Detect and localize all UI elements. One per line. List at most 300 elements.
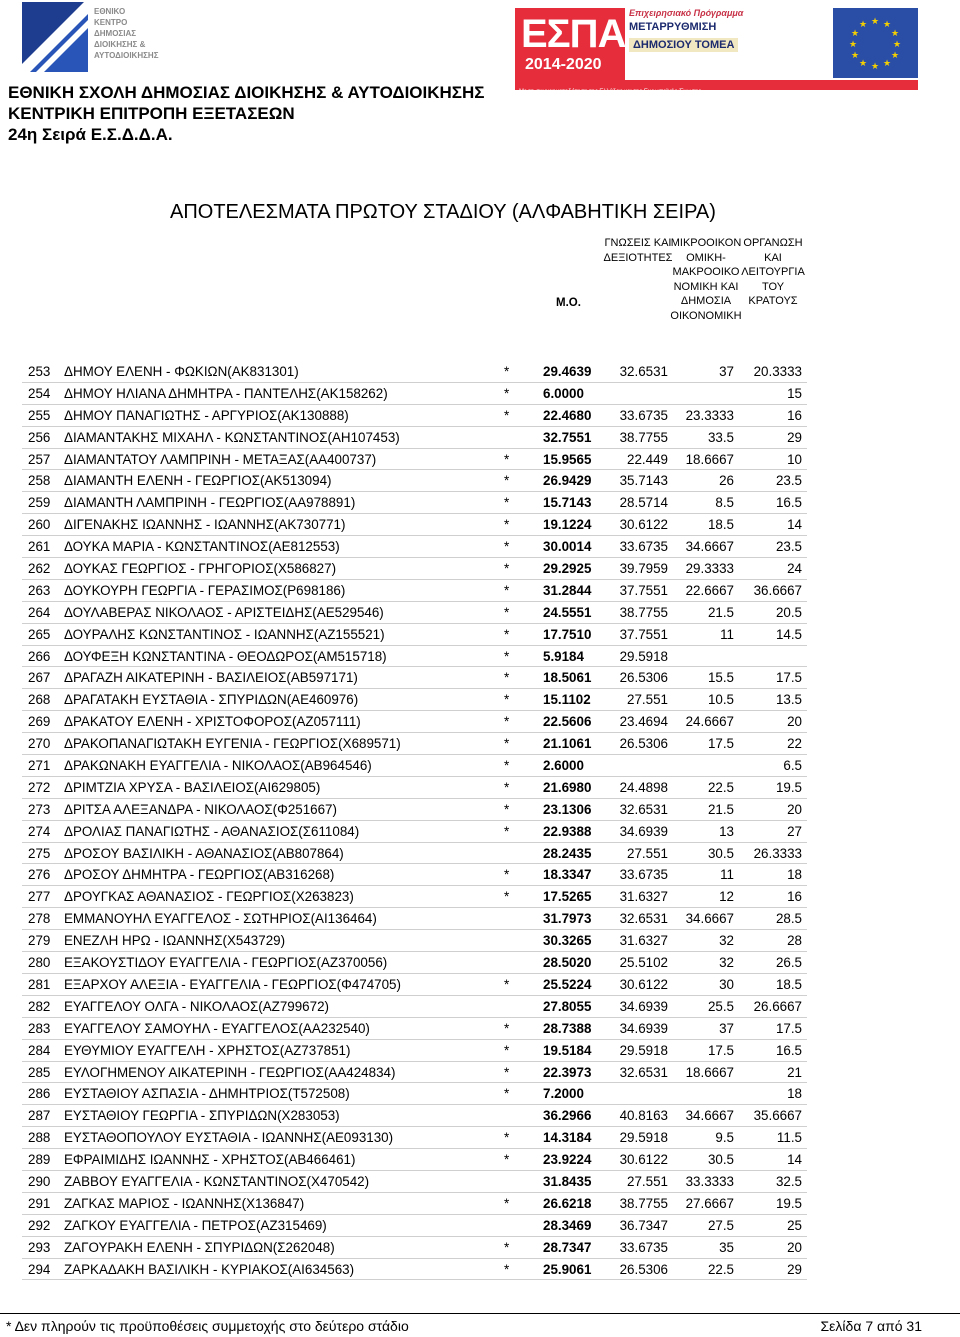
- row-number: 289: [28, 1152, 51, 1168]
- score-knowledge: 32.6531: [619, 364, 668, 379]
- score-economics: 30.5: [707, 1152, 734, 1168]
- row-number: 269: [28, 714, 51, 730]
- score-organization: 20: [787, 714, 802, 730]
- score-economics: 22.5: [707, 1261, 734, 1277]
- row-number: 279: [28, 933, 51, 949]
- candidate-name: ΔΟΥΛΑΒΕΡΑΣ ΝΙΚΟΛΑΟΣ - ΑΡΙΣΤΕΙΔΗΣ(ΑΕ529546): [64, 604, 384, 620]
- row-number: 278: [28, 911, 51, 927]
- score-organization: 19.5: [775, 1195, 802, 1211]
- average-score: 2.6000: [543, 758, 584, 774]
- row-number: 273: [28, 801, 51, 817]
- score-knowledge: 29.5918: [619, 648, 668, 664]
- score-organization: 29: [787, 1261, 802, 1277]
- score-economics: 12: [719, 889, 734, 905]
- average-score: 17.7510: [543, 626, 592, 642]
- average-score: 28.3469: [543, 1217, 592, 1233]
- score-knowledge: 34.6939: [619, 1020, 668, 1036]
- score-organization: 17.5: [775, 670, 802, 686]
- score-economics: 37: [719, 364, 734, 379]
- table-row: [22, 733, 807, 755]
- programme-sector: ΔΗΜΟΣΙΟΥ ΤΟΜΕΑ: [629, 38, 738, 52]
- logo-text-line: ΕΘΝΙΚΟ: [94, 7, 126, 16]
- logo-text-line: ΑΥΤΟΔΙΟΙΚΗΣΗΣ: [94, 51, 159, 60]
- table-row: [22, 886, 807, 908]
- candidate-name: ΕΥΘΥΜΙΟΥ ΕΥΑΓΓΕΛΗ - ΧΡΗΣΤΟΣ(ΑΖ737851): [64, 1042, 351, 1058]
- score-economics: 30.5: [707, 845, 734, 861]
- table-row: [22, 1149, 807, 1171]
- table-row: [22, 1171, 807, 1193]
- candidate-name: ΔΡΟΣΟΥ ΒΑΣΙΛΙΚΗ - ΑΘΑΝΑΣΙΟΣ(ΑΒ807864): [64, 845, 344, 861]
- score-organization: 20.3333: [753, 364, 802, 379]
- table-row: [22, 405, 807, 427]
- ineligible-mark: *: [504, 539, 510, 555]
- row-number: 267: [28, 670, 51, 686]
- candidate-name: ΔΟΥΡΑΛΗΣ ΚΩΝΣΤΑΝΤΙΝΟΣ - ΙΩΑΝΝΗΣ(ΑΖ155521): [64, 626, 385, 642]
- row-number: 265: [28, 626, 51, 642]
- score-knowledge: 39.7959: [619, 561, 668, 577]
- average-score: 31.7973: [543, 911, 592, 927]
- score-organization: 36.6667: [753, 582, 802, 598]
- ineligible-mark: *: [504, 692, 510, 708]
- row-number: 255: [28, 407, 51, 423]
- table-row: [22, 1237, 807, 1259]
- score-knowledge: 34.6939: [619, 823, 668, 839]
- ineligible-mark: *: [504, 714, 510, 730]
- score-organization: 16.5: [775, 495, 802, 511]
- score-organization: 18: [787, 867, 802, 883]
- espa-title: ΕΣΠΑ: [521, 12, 626, 56]
- column-header-line: ΚΑΙ: [764, 251, 782, 264]
- table-row: [22, 536, 807, 558]
- score-economics: 11: [720, 626, 734, 642]
- score-knowledge: 34.6939: [619, 998, 668, 1014]
- programme-label: Επιχειρησιακό Πρόγραμμα: [629, 8, 744, 18]
- column-header-line: ΔΗΜΟΣΙΑ: [680, 295, 732, 307]
- candidate-name: ΕΥΣΤΑΘΙΟΥ ΑΣΠΑΣΙΑ - ΔΗΜΗΤΡΙΟΣ(Τ572508): [64, 1086, 350, 1102]
- column-header-line: ΔΕΞΙΟΤΗΤΕΣ: [603, 251, 673, 264]
- score-organization: 20: [787, 801, 802, 817]
- column-header-organization: [740, 236, 806, 309]
- candidate-name: ΕΜΜΑΝΟΥΗΛ ΕΥΑΓΓΕΛΟΣ - ΣΩΤΗΡΙΟΣ(ΑΙ136464): [64, 911, 377, 927]
- score-knowledge: 40.8163: [619, 1108, 668, 1124]
- ineligible-mark: *: [504, 1064, 510, 1080]
- score-knowledge: 38.7755: [619, 604, 668, 620]
- score-economics: 11: [720, 867, 734, 883]
- table-row: [22, 514, 807, 536]
- school-name: ΕΘΝΙΚΗ ΣΧΟΛΗ ΔΗΜΟΣΙΑΣ ΔΙΟΙΚΗΣΗΣ & ΑΥΤΟΔΙΟΙΚΗΣΗΣ: [8, 83, 485, 102]
- score-organization: 17.5: [775, 1020, 802, 1036]
- ineligible-mark: *: [504, 867, 510, 883]
- average-score: 27.8055: [543, 998, 592, 1014]
- table-row: [22, 952, 807, 974]
- score-knowledge: 27.551: [627, 845, 668, 861]
- candidate-name: ΖΑΒΒΟΥ ΕΥΑΓΓΕΛΙΑ - ΚΩΝΣΤΑΝΤΙΝΟΣ(Χ470542): [64, 1173, 370, 1189]
- score-economics: 29.3333: [685, 561, 734, 577]
- score-economics: 23.3333: [685, 407, 734, 423]
- score-organization: 14.5: [775, 626, 802, 642]
- ineligible-mark: *: [504, 670, 510, 686]
- page-number: Σελίδα 7 από 31: [820, 1318, 922, 1334]
- espa-banner: [515, 8, 918, 95]
- candidate-name: ΖΑΓΚΑΣ ΜΑΡΙΟΣ - ΙΩΑΝΝΗΣ(Χ136847): [64, 1195, 305, 1211]
- average-score: 25.5224: [543, 976, 592, 992]
- row-number: 256: [28, 429, 51, 445]
- row-number: 272: [28, 779, 51, 795]
- score-economics: 26: [719, 473, 734, 489]
- row-number: 254: [28, 385, 51, 401]
- column-header-line: ΛΕΙΤΟΥΡΓΙΑ: [741, 266, 805, 278]
- svg-text:★: ★: [892, 40, 902, 50]
- score-organization: 16.5: [775, 1042, 802, 1058]
- svg-text:★: ★: [890, 29, 900, 39]
- average-score: 23.9224: [543, 1152, 592, 1168]
- row-number: 268: [28, 692, 51, 708]
- score-economics: 27.6667: [685, 1195, 734, 1211]
- average-score: 19.1224: [543, 517, 592, 533]
- score-economics: 34.6667: [685, 539, 734, 555]
- column-header-line: ΤΟΥ: [761, 280, 785, 293]
- score-organization: 14: [787, 1152, 802, 1168]
- row-number: 275: [28, 845, 51, 861]
- table-row: [22, 361, 807, 383]
- average-score: 26.6218: [543, 1195, 592, 1211]
- score-economics: 22.5: [707, 779, 734, 795]
- logo-text: [94, 6, 159, 61]
- column-header-line: ΟΙΚΟΝΟΜΙΚΗ: [670, 309, 742, 322]
- score-knowledge: 31.6327: [619, 889, 668, 905]
- score-economics: 25.5: [707, 998, 734, 1014]
- table-row: [22, 821, 807, 843]
- candidate-name: ΔΙΑΜΑΝΤΗ ΕΛΕΝΗ - ΓΕΩΡΓΙΟΣ(ΑΚ513094): [64, 473, 332, 489]
- ineligible-mark: *: [504, 779, 510, 795]
- average-score: 21.1061: [543, 736, 592, 752]
- score-knowledge: 33.6735: [619, 1239, 668, 1255]
- programme-logo: [629, 8, 825, 78]
- score-economics: 34.6667: [685, 1108, 734, 1124]
- table-row: [22, 1018, 807, 1040]
- table-row: [22, 755, 807, 777]
- score-economics: 34.6667: [685, 911, 734, 927]
- score-knowledge: 30.6122: [619, 1152, 668, 1168]
- table-row: [22, 1105, 807, 1127]
- score-organization: 16: [787, 407, 802, 423]
- score-economics: 18.6667: [685, 451, 734, 467]
- score-economics: 10.5: [707, 692, 734, 708]
- candidate-name: ΔΡΙΜΤΖΙΑ ΧΡΥΣΑ - ΒΑΣΙΛΕΙΟΣ(ΑΙ629805): [64, 779, 321, 795]
- table-row: [22, 602, 807, 624]
- candidate-name: ΔΡΟΛΙΑΣ ΠΑΝΑΓΙΩΤΗΣ - ΑΘΑΝΑΣΙΟΣ(Σ611084): [64, 823, 360, 839]
- score-organization: 25: [787, 1217, 802, 1233]
- table-row: [22, 1062, 807, 1084]
- candidate-name: ΔΙΑΜΑΝΤΗ ΛΑΜΠΡΙΝΗ - ΓΕΩΡΓΙΟΣ(ΑΑ978891): [64, 495, 356, 511]
- candidate-name: ΔΙΓΕΝΑΚΗΣ ΙΩΑΝΝΗΣ - ΙΩΑΝΝΗΣ(ΑΚ730771): [64, 517, 346, 533]
- score-knowledge: 22.449: [627, 451, 668, 467]
- row-number: 270: [28, 736, 51, 752]
- average-score: 19.5184: [543, 1042, 592, 1058]
- score-organization: 21: [787, 1064, 802, 1080]
- ineligible-mark: *: [504, 1261, 510, 1277]
- ineligible-mark: *: [504, 364, 510, 379]
- column-header-line: ΟΜΙΚΗ-: [686, 251, 726, 264]
- score-knowledge: 36.7347: [619, 1217, 668, 1233]
- average-score: 22.9388: [543, 823, 592, 839]
- score-knowledge: 26.5306: [619, 670, 668, 686]
- candidate-name: ΖΑΓΚΟΥ ΕΥΑΓΓΕΛΙΑ - ΠΕΤΡΟΣ(ΑΖ315469): [64, 1217, 327, 1233]
- logo-text-line: ΔΙΟΙΚΗΣΗΣ &: [94, 40, 146, 49]
- ineligible-mark: *: [504, 582, 510, 598]
- ineligible-mark: *: [504, 473, 510, 489]
- svg-text:★: ★: [882, 59, 892, 69]
- candidate-name: ΕΥΛΟΓΗΜΕΝΟΥ ΑΙΚΑΤΕΡΙΝΗ - ΓΕΩΡΓΙΟΣ(ΑΑ424834): [64, 1064, 396, 1080]
- score-organization: 24: [787, 561, 802, 577]
- score-organization: 27: [787, 823, 802, 839]
- candidate-name: ΔΗΜΟΥ ΠΑΝΑΓΙΩΤΗΣ - ΑΡΓΥΡΙΟΣ(ΑΚ130888): [64, 407, 349, 423]
- table-row: [22, 1215, 807, 1237]
- table-row: [22, 799, 807, 821]
- score-knowledge: 23.4694: [619, 714, 668, 730]
- score-knowledge: 29.5918: [619, 1042, 668, 1058]
- table-row: [22, 711, 807, 733]
- score-knowledge: 38.7755: [619, 429, 668, 445]
- ineligible-mark: *: [504, 758, 510, 774]
- candidate-name: ΕΞΑΚΟΥΣΤΙΔΟΥ ΕΥΑΓΓΕΛΙΑ - ΓΕΩΡΓΙΟΣ(ΑΖ370056): [64, 955, 388, 971]
- score-economics: 37: [719, 1020, 734, 1036]
- table-row: [22, 1040, 807, 1062]
- cofunding-text: Με τη συγχρηματοδότηση της Ελλάδας και της Ευρωπαϊκής Ένωσης: [519, 89, 702, 95]
- candidate-name: ΔΟΥΦΕΞΗ ΚΩΝΣΤΑΝΤΙΝΑ - ΘΕΟΔΩΡΟΣ(ΑΜ515718): [64, 648, 387, 664]
- svg-text:★: ★: [882, 20, 892, 30]
- score-knowledge: 37.7551: [619, 582, 668, 598]
- svg-text:★: ★: [848, 40, 858, 50]
- ineligible-mark: *: [504, 451, 510, 467]
- table-row: [22, 908, 807, 930]
- score-organization: 23.5: [775, 473, 802, 489]
- eskdda-logo: [22, 2, 182, 78]
- ineligible-mark: *: [504, 1239, 510, 1255]
- candidate-name: ΕΥΑΓΓΕΛΟΥ ΣΑΜΟΥΗΛ - ΕΥΑΓΓΕΛΟΣ(ΑΑ232540): [64, 1020, 370, 1036]
- average-score: 14.3184: [543, 1130, 592, 1146]
- ineligible-mark: *: [504, 517, 510, 533]
- table-row: [22, 777, 807, 799]
- score-organization: 23.5: [775, 539, 802, 555]
- candidate-name: ΔΙΑΜΑΝΤΑΤΟΥ ΛΑΜΠΡΙΝΗ - ΜΕΤΑΞΑΣ(ΑΑ400737): [64, 451, 377, 467]
- row-number: 294: [28, 1261, 51, 1277]
- ineligible-mark: *: [504, 801, 510, 817]
- score-organization: 15: [787, 385, 802, 401]
- average-score: 21.6980: [543, 779, 592, 795]
- score-knowledge: 26.5306: [619, 1261, 668, 1277]
- row-number: 282: [28, 998, 51, 1014]
- ineligible-mark: *: [504, 1042, 510, 1058]
- svg-text:★: ★: [850, 29, 860, 39]
- table-row: [22, 470, 807, 492]
- row-number: 262: [28, 561, 51, 577]
- ineligible-mark: *: [504, 407, 510, 423]
- score-economics: 21.5: [707, 604, 734, 620]
- eskdda-emblem-icon: [22, 2, 88, 76]
- results-table: [22, 361, 807, 1280]
- score-organization: 6.5: [783, 758, 802, 774]
- average-score: 6.0000: [543, 385, 584, 401]
- cofunding-stripe: [515, 80, 918, 95]
- candidate-name: ΔΟΥΚΟΥΡΗ ΓΕΩΡΓΙΑ - ΓΕΡΑΣΙΜΟΣ(Ρ698186): [64, 582, 346, 598]
- row-number: 291: [28, 1195, 51, 1211]
- candidate-name: ΕΥΣΤΑΘΟΠΟΥΛΟΥ ΕΥΣΤΑΘΙΑ - ΙΩΑΝΝΗΣ(ΑΕ093130): [64, 1130, 394, 1146]
- table-row: [22, 1259, 807, 1281]
- row-number: 263: [28, 582, 51, 598]
- programme-name: ΜΕΤΑΡΡΥΘΜΙΣΗ: [629, 21, 717, 33]
- candidate-name: ΔΡΑΓΑΖΗ ΑΙΚΑΤΕΡΙΝΗ - ΒΑΣΙΛΕΙΟΣ(ΑΒ597171): [64, 670, 358, 686]
- score-knowledge: 32.6531: [619, 801, 668, 817]
- candidate-name: ΔΡΟΣΟΥ ΔΗΜΗΤΡΑ - ΓΕΩΡΓΙΟΣ(ΑΒ316268): [64, 867, 335, 883]
- average-score: 32.7551: [543, 429, 592, 445]
- svg-text:★: ★: [850, 51, 860, 61]
- svg-text:★: ★: [870, 62, 880, 72]
- score-knowledge: 38.7755: [619, 1195, 668, 1211]
- score-economics: 35: [719, 1239, 734, 1255]
- row-number: 288: [28, 1130, 51, 1146]
- score-knowledge: 25.5102: [619, 955, 668, 971]
- average-score: 28.5020: [543, 955, 592, 971]
- candidate-name: ΔΡΙΤΣΑ ΑΛΕΞΑΝΔΡΑ - ΝΙΚΟΛΑΟΣ(Φ251667): [64, 801, 337, 817]
- ineligible-mark: *: [504, 648, 510, 664]
- average-score: 31.8435: [543, 1173, 592, 1189]
- average-score: 30.3265: [543, 933, 592, 949]
- score-organization: 20.5: [775, 604, 802, 620]
- svg-text:★: ★: [858, 20, 868, 30]
- score-organization: 11.5: [776, 1130, 802, 1146]
- table-row: [22, 580, 807, 602]
- score-knowledge: 24.4898: [619, 779, 668, 795]
- table-row: [22, 492, 807, 514]
- average-score: 18.3347: [543, 867, 592, 883]
- candidate-name: ΔΡΑΚΩΝΑΚΗ ΕΥΑΓΓΕΛΙΑ - ΝΙΚΟΛΑΟΣ(ΑΒ964546): [64, 758, 372, 774]
- candidate-name: ΕΥΑΓΓΕΛΟΥ ΟΛΓΑ - ΝΙΚΟΛΑΟΣ(ΑΖ799672): [64, 998, 329, 1014]
- score-economics: 24.6667: [685, 714, 734, 730]
- committee-name: ΚΕΝΤΡΙΚΗ ΕΠΙΤΡΟΠΗ ΕΞΕΤΑΣΕΩΝ: [8, 104, 295, 123]
- score-economics: 18.5: [707, 517, 734, 533]
- candidate-name: ΔΙΑΜΑΝΤΑΚΗΣ ΜΙΧΑΗΛ - ΚΩΝΣΤΑΝΤΙΝΟΣ(ΑΗ107453): [64, 429, 400, 445]
- candidate-name: ΔΡΑΚΑΤΟΥ ΕΛΕΝΗ - ΧΡΙΣΤΟΦΟΡΟΣ(ΑΖ057111): [64, 714, 361, 730]
- score-knowledge: 32.6531: [619, 1064, 668, 1080]
- row-number: 258: [28, 473, 51, 489]
- average-score: 26.9429: [543, 473, 592, 489]
- score-organization: 13.5: [775, 692, 802, 708]
- candidate-name: ΔΡΟΥΓΚΑΣ ΑΘΑΝΑΣΙΟΣ - ΓΕΩΡΓΙΟΣ(Χ263823): [64, 889, 354, 905]
- score-organization: 22: [787, 736, 802, 752]
- ineligible-mark: *: [504, 1086, 510, 1102]
- ineligible-mark: *: [504, 889, 510, 905]
- svg-text:★: ★: [870, 17, 880, 27]
- score-economics: 32: [719, 933, 734, 949]
- score-knowledge: 27.551: [627, 692, 668, 708]
- score-knowledge: 33.6735: [619, 539, 668, 555]
- logo-text-line: ΔΗΜΟΣΙΑΣ: [94, 29, 137, 38]
- score-knowledge: 35.7143: [619, 473, 668, 489]
- average-score: 24.5551: [543, 604, 592, 620]
- score-economics: 33.3333: [685, 1173, 734, 1189]
- ineligible-mark: *: [504, 561, 510, 577]
- candidate-name: ΕΝΕΖΛΗ ΗΡΩ - ΙΩΑΝΝΗΣ(Χ543729): [64, 933, 286, 949]
- ineligible-mark: *: [504, 1130, 510, 1146]
- average-score: 23.1306: [543, 801, 592, 817]
- table-row: [22, 864, 807, 886]
- eu-flag-icon: [833, 8, 918, 78]
- ineligible-mark: *: [504, 1195, 510, 1211]
- score-knowledge: 37.7551: [619, 626, 668, 642]
- table-row: [22, 624, 807, 646]
- score-organization: 20: [787, 1239, 802, 1255]
- average-score: 7.2000: [543, 1086, 584, 1102]
- row-number: 274: [28, 823, 51, 839]
- average-score: 15.1102: [543, 692, 591, 708]
- row-number: 281: [28, 976, 51, 992]
- score-economics: 17.5: [707, 736, 734, 752]
- average-score: 15.7143: [543, 495, 592, 511]
- score-knowledge: 28.5714: [619, 495, 668, 511]
- average-score: 36.2966: [543, 1108, 592, 1124]
- score-knowledge: 32.6531: [619, 911, 668, 927]
- score-economics: 27.5: [707, 1217, 734, 1233]
- row-number: 287: [28, 1108, 51, 1124]
- score-organization: 14: [787, 517, 802, 533]
- score-economics: 22.6667: [685, 582, 734, 598]
- series-label: 24η Σειρά Ε.Σ.Δ.Δ.Α.: [8, 125, 173, 144]
- ineligible-mark: *: [504, 823, 510, 839]
- table-row: [22, 1083, 807, 1105]
- score-organization: 16: [787, 889, 802, 905]
- average-score: 15.9565: [543, 451, 592, 467]
- average-score: 22.4680: [543, 407, 592, 423]
- score-knowledge: 33.6735: [619, 867, 668, 883]
- score-organization: 28: [787, 933, 802, 949]
- row-number: 264: [28, 604, 51, 620]
- svg-text:★: ★: [890, 51, 900, 61]
- table-row: [22, 667, 807, 689]
- average-score: 22.3973: [543, 1064, 592, 1080]
- table-row: [22, 1193, 807, 1215]
- row-number: 259: [28, 495, 51, 511]
- score-economics: 21.5: [707, 801, 734, 817]
- score-economics: 15.5: [707, 670, 734, 686]
- row-number: 276: [28, 867, 51, 883]
- row-number: 271: [28, 758, 51, 774]
- row-number: 277: [28, 889, 51, 905]
- score-economics: 8.5: [715, 495, 734, 511]
- candidate-name: ΔΡΑΓΑΤΑΚΗ ΕΥΣΤΑΘΙΑ - ΣΠΥΡΙΔΩΝ(ΑΕ460976): [64, 692, 359, 708]
- average-score: 22.5606: [543, 714, 592, 730]
- row-number: 280: [28, 955, 51, 971]
- ineligible-mark: *: [504, 736, 510, 752]
- ineligible-mark: *: [504, 385, 510, 401]
- score-knowledge: 31.6327: [619, 933, 668, 949]
- svg-text:★: ★: [858, 59, 868, 69]
- average-score: 17.5265: [543, 889, 592, 905]
- score-organization: 18.5: [775, 976, 802, 992]
- average-score: 31.2844: [543, 582, 592, 598]
- candidate-name: ΖΑΡΚΑΔΑΚΗ ΒΑΣΙΛΙΚΗ - ΚΥΡΙΑΚΟΣ(ΑΙ634563): [64, 1261, 355, 1277]
- candidate-name: ΔΟΥΚΑ ΜΑΡΙΑ - ΚΩΝΣΤΑΝΤΙΝΟΣ(ΑΕ812553): [64, 539, 340, 555]
- score-organization: 18: [787, 1086, 802, 1102]
- page-title: ΑΠΟΤΕΛΕΣΜΑΤΑ ΠΡΩΤΟΥ ΣΤΑΔΙΟΥ (ΑΛΦΑΒΗΤΙΚΗ ΣΕΙΡΑ): [170, 201, 716, 223]
- candidate-name: ΖΑΓΟΥΡΑΚΗ ΕΛΕΝΗ - ΣΠΥΡΙΔΩΝ(Σ262048): [64, 1239, 335, 1255]
- column-header-line: ΚΡΑΤΟΥΣ: [748, 295, 798, 307]
- row-number: 266: [28, 648, 51, 664]
- ineligible-mark: *: [504, 495, 510, 511]
- average-score: 29.2925: [543, 561, 592, 577]
- column-header-line: ΓΝΩΣΕΙΣ ΚΑΙ: [604, 237, 672, 249]
- score-organization: 26.6667: [753, 998, 802, 1014]
